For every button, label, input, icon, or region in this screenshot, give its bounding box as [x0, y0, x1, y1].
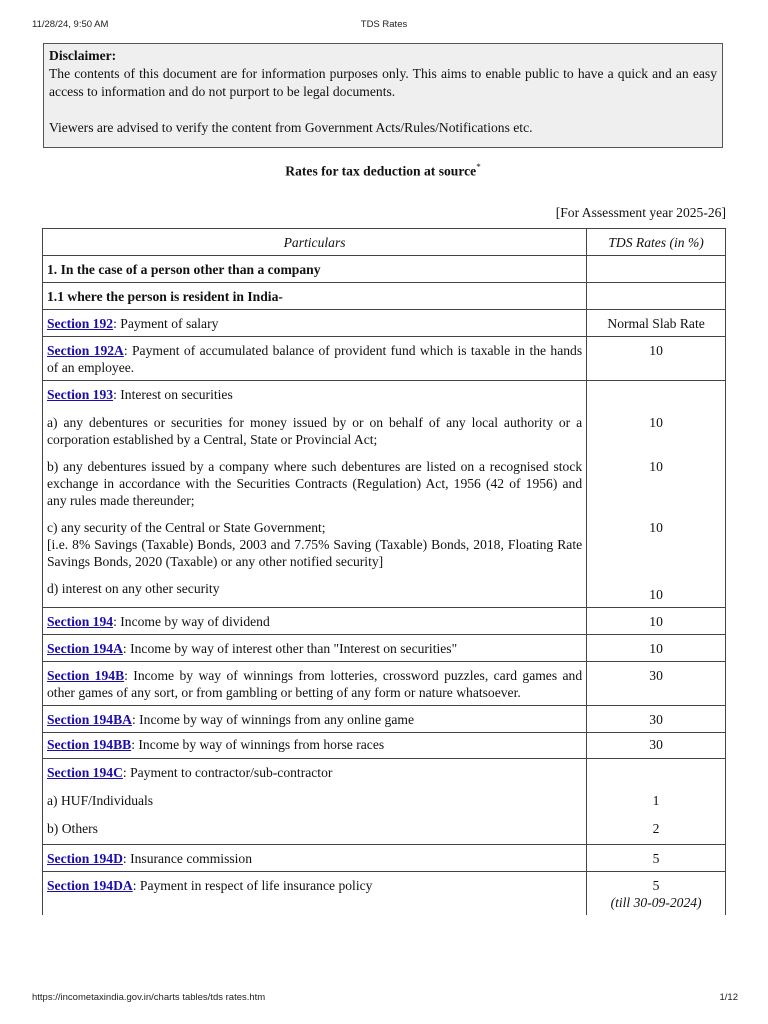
- section-194-desc: : Income by way of dividend: [113, 614, 270, 629]
- section-193-b-text: b) any debentures issued by a company where such debentures are listed on a recognised stock exchange in accordance with the Securities Contracts (Regulation) Act, 1956 (42 of 1956) and any rules made thereunder;: [47, 459, 583, 508]
- section-194c-b-rate: 2: [652, 821, 660, 836]
- particulars-cell: [43, 872, 587, 916]
- section-194ba-rate: 30: [587, 706, 726, 733]
- section-194-link[interactable]: Section 194: [47, 614, 114, 629]
- section-193-b-rate: 10: [649, 459, 663, 474]
- page-title-text: Rates for tax deduction at source: [285, 163, 477, 179]
- table-row: [43, 608, 726, 635]
- section-194c-desc: : Payment to contractor/sub-contractor: [122, 765, 333, 780]
- particulars-cell: [43, 635, 587, 662]
- rate-cell-empty: [587, 256, 726, 283]
- particulars-cell: [43, 662, 587, 706]
- section-194bb-link[interactable]: Section 194BB: [47, 737, 132, 752]
- section-194a-desc: : Income by way of interest other than "Interest on securities": [122, 641, 458, 656]
- section-194c-b-text: b) Others: [47, 821, 98, 836]
- print-datetime: 11/28/24, 9:50 AM: [32, 19, 109, 30]
- particulars-cell: [43, 337, 587, 381]
- section-194bb-desc: : Income by way of winnings from horse races: [131, 737, 385, 752]
- section-192a-rate: 10: [587, 337, 726, 381]
- assessment-year: [For Assessment year 2025-26]: [555, 205, 726, 220]
- particulars-cell: [43, 381, 587, 608]
- section-194b-rate: 30: [587, 662, 726, 706]
- section-194-rate: 10: [587, 608, 726, 635]
- section-193-a-text: a) any debentures or securities for money issued by or on behalf of any local authority or a corporation established by a Central, State or Provincial Act;: [47, 415, 583, 447]
- heading-person-other-than-company: 1. In the case of a person other than a company: [43, 256, 587, 283]
- table-row: [43, 733, 726, 759]
- section-194c-link[interactable]: Section 194C: [47, 765, 123, 780]
- section-193-link[interactable]: Section 193: [47, 387, 114, 402]
- table-row: [43, 759, 726, 845]
- disclaimer-para-1: The contents of this document are for information purposes only. This aims to enable public to have a quick and an easy access to information and do not purport to be legal documents.: [49, 66, 717, 99]
- section-194da-link[interactable]: Section 194DA: [47, 878, 133, 893]
- disclaimer-title: Disclaimer:: [49, 48, 117, 63]
- section-192-desc: : Payment of salary: [113, 316, 219, 331]
- table-row: [43, 872, 726, 916]
- table-row: [43, 256, 726, 283]
- header-particulars: Particulars: [43, 229, 587, 256]
- page-title: [43, 162, 723, 180]
- section-194b-link[interactable]: Section 194B: [47, 668, 125, 683]
- print-header: [0, 19, 768, 33]
- table-row: [43, 381, 726, 608]
- section-193-d-text: d) interest on any other security: [47, 581, 220, 596]
- section-192a-link[interactable]: Section 192A: [47, 343, 124, 358]
- section-193-c-rate: 10: [649, 520, 663, 535]
- section-194da-rate: 5: [652, 878, 660, 893]
- section-194c-rates: [587, 759, 726, 845]
- section-194bb-rate: 30: [587, 733, 726, 759]
- section-193-rates: [587, 381, 726, 608]
- table-row: [43, 283, 726, 310]
- tds-rates-table: [42, 228, 726, 915]
- heading-resident-in-india: 1.1 where the person is resident in India-: [43, 283, 587, 310]
- print-footer: [0, 992, 768, 1006]
- section-193-desc: : Interest on securities: [113, 387, 233, 402]
- particulars-cell: [43, 733, 587, 759]
- section-194ba-link[interactable]: Section 194BA: [47, 712, 132, 727]
- particulars-cell: [43, 845, 587, 872]
- header-tds-rates: TDS Rates (in %): [587, 229, 726, 256]
- section-194ba-desc: : Income by way of winnings from any online game: [131, 712, 414, 727]
- section-192a-desc: : Payment of accumulated balance of provident fund which is taxable in the hands of an employee.: [47, 343, 583, 375]
- particulars-cell: [43, 310, 587, 337]
- print-page-number: 1/12: [719, 992, 738, 1003]
- table-header-row: [43, 229, 726, 256]
- table-row: [43, 706, 726, 733]
- section-193-c-text: c) any security of the Central or State Government;: [47, 520, 326, 535]
- section-194d-rate: 5: [587, 845, 726, 872]
- section-194da-rates: [587, 872, 726, 916]
- section-193-d-rate: 10: [649, 587, 663, 602]
- section-192-rate: Normal Slab Rate: [587, 310, 726, 337]
- section-194da-desc: : Payment in respect of life insurance policy: [132, 878, 373, 893]
- table-row: [43, 845, 726, 872]
- table-row: [43, 310, 726, 337]
- table-row: [43, 635, 726, 662]
- section-192-link[interactable]: Section 192: [47, 316, 114, 331]
- section-194c-a-text: a) HUF/Individuals: [47, 793, 154, 808]
- disclaimer-box: [43, 43, 723, 148]
- section-194da-rate-note: (till 30-09-2024): [610, 895, 702, 910]
- section-194a-rate: 10: [587, 635, 726, 662]
- section-193-c-text-2: [i.e. 8% Savings (Taxable) Bonds, 2003 and 7.75% Saving (Taxable) Bonds, 2018, Floating Rate Savings Bonds, 2020 (Taxable) or any other notified security]: [47, 537, 583, 569]
- section-194a-link[interactable]: Section 194A: [47, 641, 123, 656]
- rate-cell-empty: [587, 283, 726, 310]
- print-title: TDS Rates: [360, 19, 408, 30]
- section-194d-link[interactable]: Section 194D: [47, 851, 123, 866]
- section-194b-desc: : Income by way of winnings from lotteries, crossword puzzles, card games and other games of any sort, or from gambling or betting of any form or nature whatsoever.: [47, 668, 583, 700]
- title-footnote-mark: *: [476, 162, 481, 172]
- table-row: [43, 337, 726, 381]
- section-194c-a-rate: 1: [652, 793, 660, 808]
- table-row: [43, 662, 726, 706]
- section-193-a-rate: 10: [649, 415, 663, 430]
- particulars-cell: [43, 608, 587, 635]
- disclaimer-para-2: Viewers are advised to verify the content from Government Acts/Rules/Notifications etc.: [49, 120, 533, 135]
- particulars-cell: [43, 759, 587, 845]
- section-194d-desc: : Insurance commission: [122, 851, 253, 866]
- print-url: https://incometaxindia.gov.in/charts tables/tds rates.htm: [32, 992, 266, 1003]
- particulars-cell: [43, 706, 587, 733]
